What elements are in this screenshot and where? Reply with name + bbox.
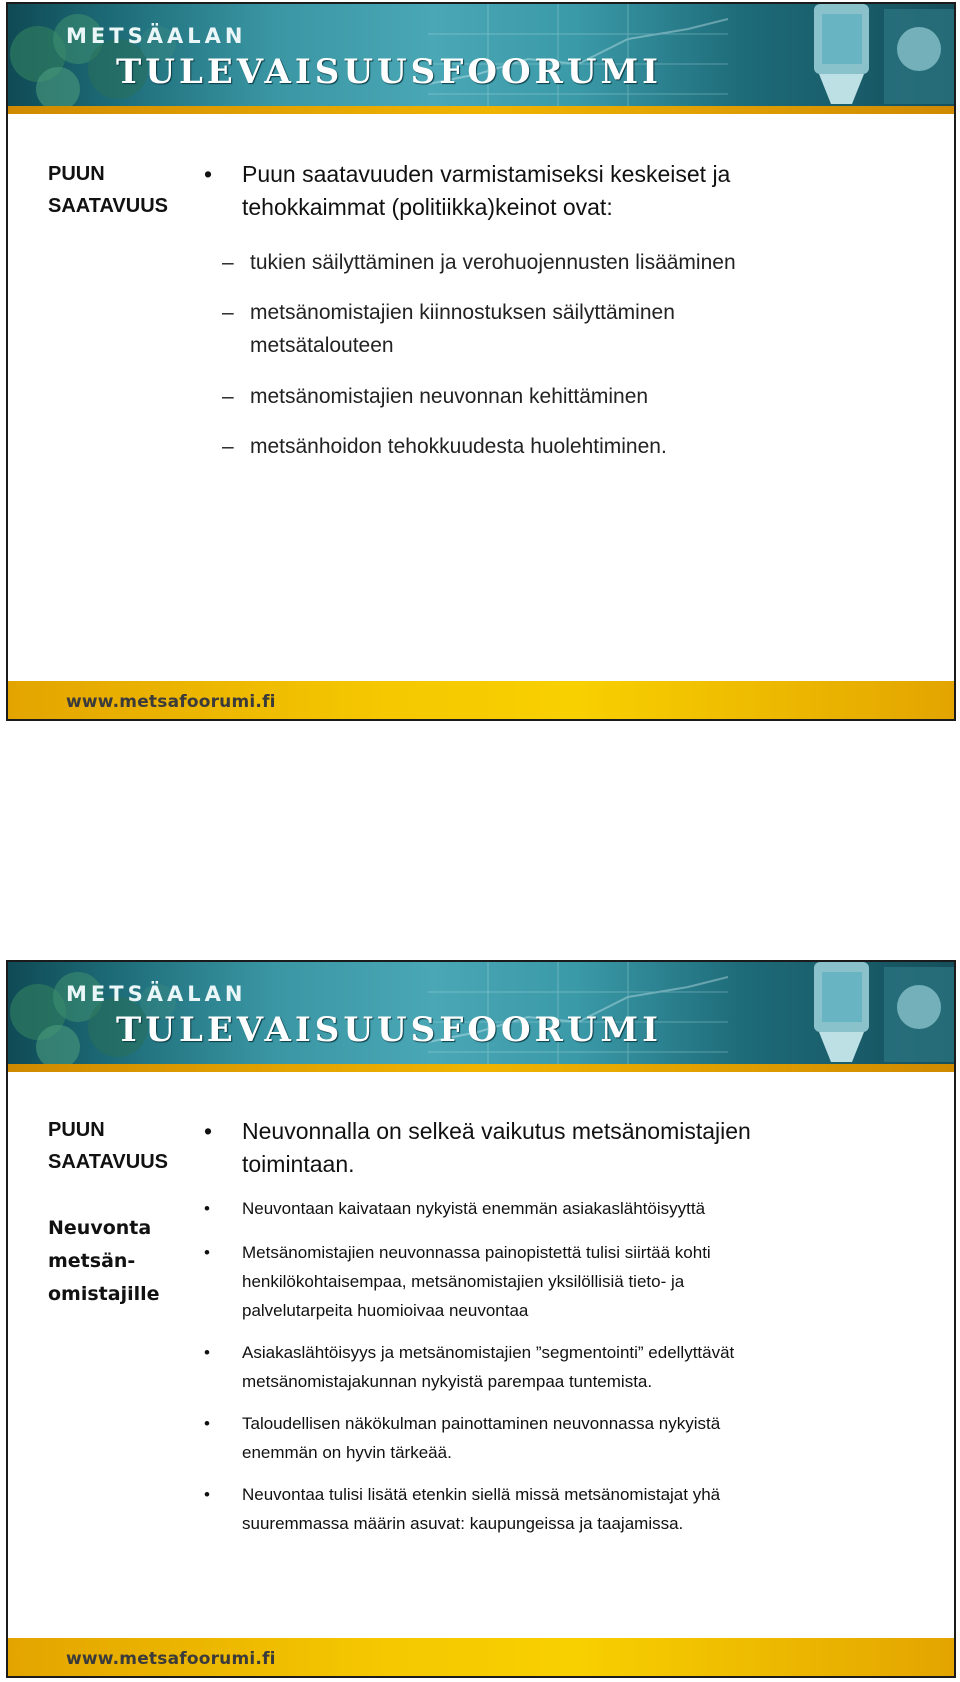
- sub-bullet-line: palvelutarpeita huomioivaa neuvontaa: [242, 1301, 529, 1320]
- footer-bar: [8, 681, 954, 719]
- section-label-line-2: SAATAVUUS: [48, 1151, 168, 1173]
- main-bullet-line-1: Neuvonnalla on selkeä vaikutus metsänomistajien: [242, 1118, 751, 1144]
- bullet-glyph: •: [204, 1414, 210, 1433]
- slide-2: [6, 960, 956, 1678]
- sub-bullet-line: Taloudellisen näkökulman painottaminen neuvonnassa nykyistä: [242, 1414, 721, 1433]
- section-label-line-2: SAATAVUUS: [48, 195, 168, 217]
- microscope-graphic: [774, 4, 954, 114]
- sub-bullet-line: suuremmassa määrin asuvat: kaupungeissa ja taajamissa.: [242, 1514, 684, 1533]
- dash-item: [222, 430, 667, 463]
- subsection-label-line-2: metsän-: [48, 1250, 136, 1272]
- dash-glyph: –: [222, 435, 234, 458]
- banner: [8, 4, 954, 114]
- microscope-graphic: [774, 962, 954, 1072]
- dash-glyph: –: [222, 301, 234, 324]
- banner-title: TULEVAISUUSFOORUMI: [116, 52, 663, 92]
- sub-bullet-line: henkilökohtaisempaa, metsänomistajien yksilöllisiä tieto- ja: [242, 1272, 685, 1291]
- footer-bar: [8, 1638, 954, 1676]
- subsection-label-line-3: omistajille: [48, 1283, 160, 1305]
- dash-glyph: –: [222, 385, 234, 408]
- dash-item-line: metsänomistajien kiinnostuksen säilyttäminen: [250, 301, 675, 324]
- sub-bullet-line: Metsänomistajien neuvonnassa painopistettä tulisi siirtää kohti: [242, 1243, 711, 1262]
- sub-bullet-line: Neuvontaa tulisi lisätä etenkin siellä missä metsänomistajat yhä: [242, 1485, 721, 1504]
- dash-item-line: metsätalouteen: [250, 334, 394, 357]
- sub-bullet-line: Asiakaslähtöisyys ja metsänomistajien ”segmentointi” edellyttävät: [242, 1343, 735, 1362]
- subsection-label-line-1: Neuvonta: [48, 1217, 152, 1239]
- main-bullet-line-2: tehokkaimmat (politiikka)keinot ovat:: [242, 194, 613, 220]
- bullet-glyph: •: [204, 1199, 210, 1218]
- bullet-glyph: •: [204, 1243, 210, 1262]
- footer-website-link[interactable]: www.metsafoorumi.fi: [66, 1649, 276, 1669]
- dash-item-line: metsänomistajien neuvonnan kehittäminen: [250, 385, 649, 408]
- dash-item: [222, 296, 675, 362]
- main-bullet-line-2: toimintaan.: [242, 1151, 355, 1177]
- sub-bullet-line: metsänomistajakunnan nykyistä parempaa tuntemista.: [242, 1372, 653, 1391]
- bullet-glyph: •: [204, 161, 213, 187]
- bullet-glyph: •: [204, 1343, 210, 1362]
- dash-item: [222, 246, 736, 279]
- banner-subtitle: METSÄALAN: [66, 982, 247, 1006]
- dash-item: [222, 380, 649, 413]
- dash-glyph: –: [222, 251, 234, 274]
- banner-divider: [8, 1064, 954, 1072]
- banner-title: TULEVAISUUSFOORUMI: [116, 1010, 663, 1050]
- banner-subtitle: METSÄALAN: [66, 24, 247, 48]
- banner-divider: [8, 106, 954, 114]
- section-label-line-1: PUUN: [48, 1119, 105, 1141]
- dash-item-line: tukien säilyttäminen ja verohuojennusten lisääminen: [250, 251, 736, 274]
- sub-bullet-line: Neuvontaan kaivataan nykyistä enemmän asiakaslähtöisyyttä: [242, 1199, 706, 1218]
- section-label-line-1: PUUN: [48, 163, 105, 185]
- sub-bullet-line: enemmän on hyvin tärkeää.: [242, 1443, 452, 1462]
- bullet-glyph: •: [204, 1485, 210, 1504]
- footer-website-link[interactable]: www.metsafoorumi.fi: [66, 692, 276, 712]
- dash-item-line: metsänhoidon tehokkuudesta huolehtiminen.: [250, 435, 667, 458]
- banner: [8, 962, 954, 1072]
- slide-1: [6, 2, 956, 721]
- bullet-glyph: •: [204, 1118, 213, 1144]
- main-bullet-line-1: Puun saatavuuden varmistamiseksi keskeiset ja: [242, 161, 731, 187]
